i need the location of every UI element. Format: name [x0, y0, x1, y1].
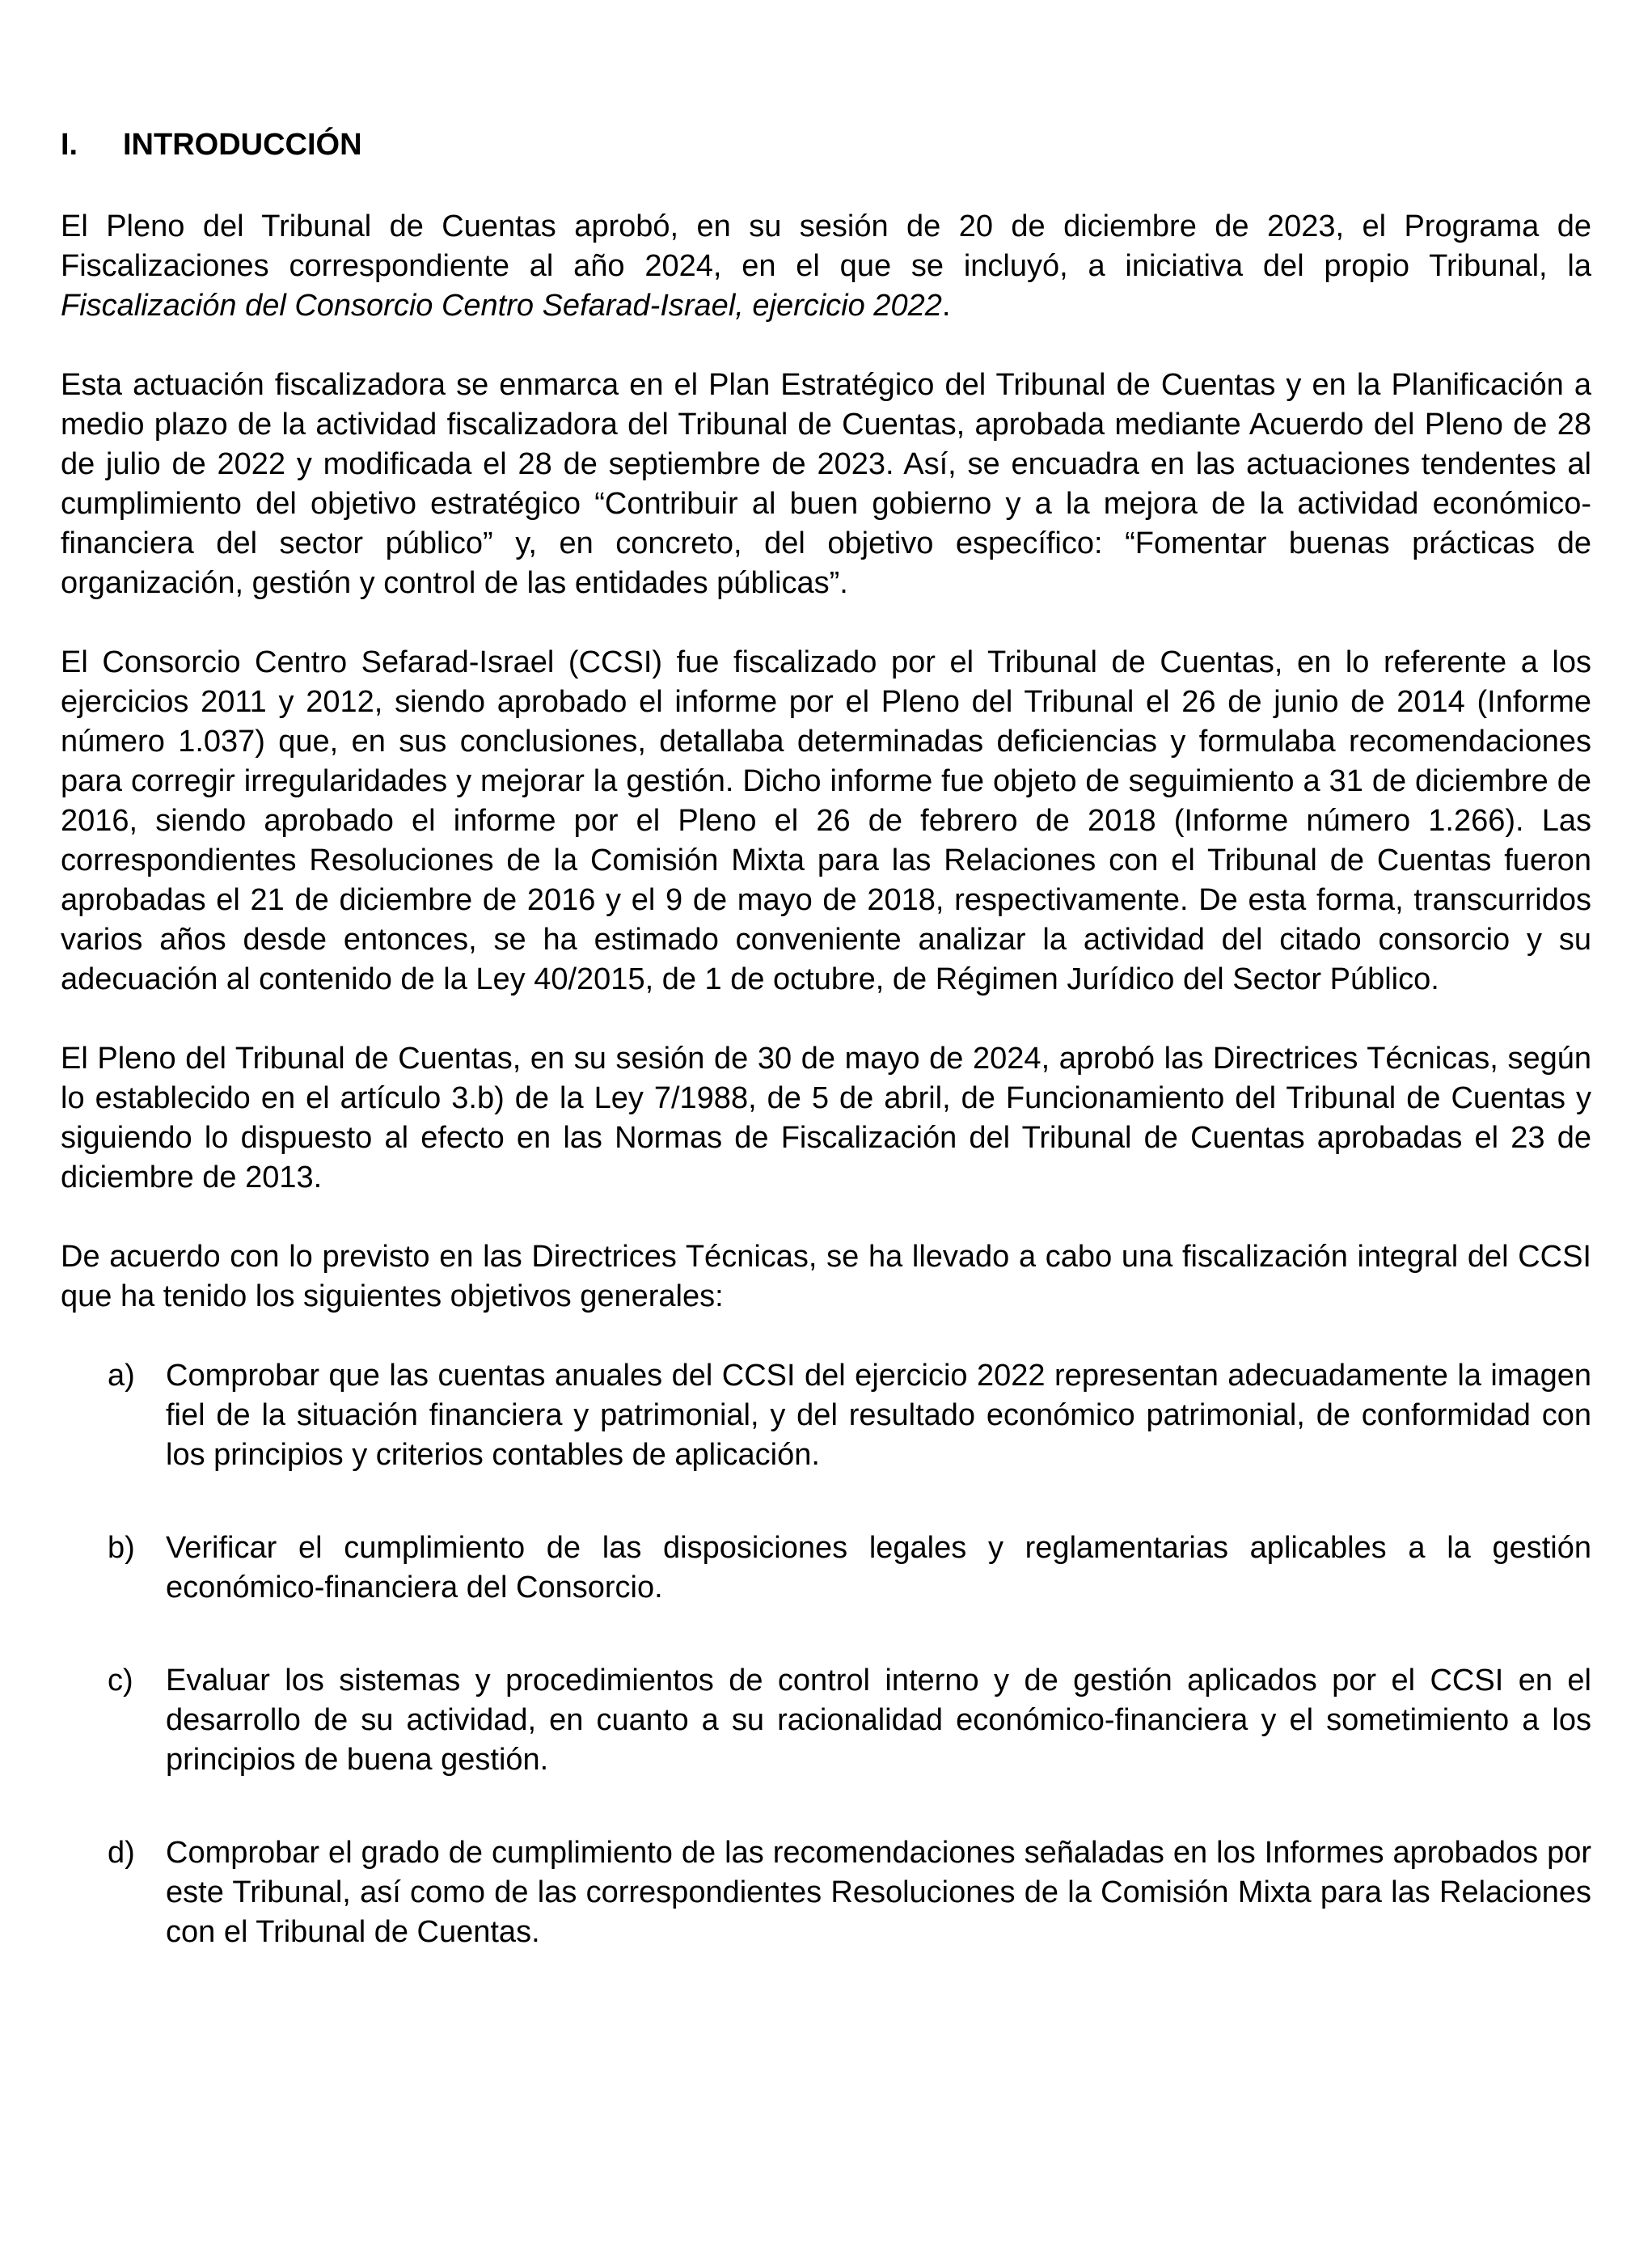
list-item-label: c) — [108, 1664, 133, 1697]
list-item-objective-b — [61, 1528, 1591, 1608]
list-item-objective-a — [61, 1356, 1591, 1475]
paragraph-objectives-lead-in: De acuerdo con lo previsto en las Directrices Técnicas, se ha llevado a cabo una fiscalización integral del CCSI que ha tenido los siguientes objetivos generales: — [61, 1240, 1591, 1313]
paragraph-strategic-plan: Esta actuación fiscalizadora se enmarca en el Plan Estratégico del Tribunal de Cuentas y en la Planificación a medio plazo de la actividad fiscalizadora del Tribunal de Cuentas, aprobada mediante Acuerdo del Pleno de 28 de julio de 2022 y modificada el 28 de septiembre de 2023. Así, se encuadra en las actuaciones tendentes al cumplimiento del objetivo estratégico “Contribuir al buen gobierno y a la mejora de la actividad económico-financiera del sector público” y, en concreto, del objetivo específico: “Fomentar buenas prácticas de organización, gestión y control de las entidades públicas”. — [61, 368, 1591, 600]
section-heading-title: INTRODUCCIÓN — [123, 128, 362, 162]
list-item-label: a) — [108, 1359, 135, 1393]
list-item-text: Comprobar el grado de cumplimiento de las recomendaciones señaladas en los Informes aprobados por este Tribunal, así como de las correspondientes Resoluciones de la Comisión Mixta para las Relaciones con el Tribunal de Cuentas. — [166, 1836, 1591, 1949]
list-item-label: d) — [108, 1836, 135, 1870]
paragraph-intro-italic-title: Fiscalización del Consorcio Centro Sefarad-Israel, ejercicio 2022 — [61, 289, 942, 323]
list-item-text: Verificar el cumplimiento de las disposiciones legales y reglamentarias aplicables a la gestión económico-financiera del Consorcio. — [166, 1531, 1591, 1604]
section-heading-number: I. — [61, 128, 78, 162]
paragraph-previous-audits: El Consorcio Centro Sefarad-Israel (CCSI) fue fiscalizado por el Tribunal de Cuentas, en lo referente a los ejercicios 2011 y 2012, siendo aprobado el informe por el Pleno del Tribunal el 26 de junio de 2014 (Informe número 1.037) que, en sus conclusiones, detallaba determinadas deficiencias y formulaba recomendaciones para corregir irregularidades y mejorar la gestión. Dicho informe fue objeto de seguimiento a 31 de diciembre de 2016, siendo aprobado el informe por el Pleno el 26 de febrero de 2018 (Informe número 1.266). Las correspondientes Resoluciones de la Comisión Mixta para las Relaciones con el Tribunal de Cuentas fueron aprobadas el 21 de diciembre de 2016 y el 9 de mayo de 2018, respectivamente. De esta forma, transcurridos varios años desde entonces, se ha estimado conveniente analizar la actividad del citado consorcio y su adecuación al contenido de la Ley 40/2015, de 1 de octubre, de Régimen Jurídico del Sector Público. — [61, 645, 1591, 996]
paragraph-technical-directives: El Pleno del Tribunal de Cuentas, en su sesión de 30 de mayo de 2024, aprobó las Directrices Técnicas, según lo establecido en el artículo 3.b) de la Ley 7/1988, de 5 de abril, de Funcionamiento del Tribunal de Cuentas y siguiendo lo dispuesto al efecto en las Normas de Fiscalización del Tribunal de Cuentas aprobadas el 23 de diciembre de 2013. — [61, 1042, 1591, 1194]
list-item-objective-c — [61, 1661, 1591, 1780]
list-item-objective-d — [61, 1833, 1591, 1952]
list-item-text: Evaluar los sistemas y procedimientos de control interno y de gestión aplicados por el CCSI en el desarrollo de su actividad, en cuanto a su racionalidad económico-financiera y el sometimiento a los principios de buena gestión. — [166, 1664, 1591, 1777]
paragraph-intro-period: . — [941, 289, 951, 323]
section-heading — [61, 125, 1591, 165]
paragraph-intro-text: El Pleno del Tribunal de Cuentas aprobó, en su sesión de 20 de diciembre de 2023, el Programa de Fiscalizaciones correspondiente al año 2024, en el que se incluyó, a iniciativa del propio Tribunal, la — [61, 209, 1591, 283]
objectives-list — [61, 1356, 1591, 1952]
list-item-label: b) — [108, 1531, 135, 1565]
paragraph-intro — [61, 207, 1591, 326]
list-item-text: Comprobar que las cuentas anuales del CCSI del ejercicio 2022 representan adecuadamente la imagen fiel de la situación financiera y patrimonial, y del resultado económico patrimonial, de conformidad con los principios y criterios contables de aplicación. — [166, 1359, 1591, 1472]
